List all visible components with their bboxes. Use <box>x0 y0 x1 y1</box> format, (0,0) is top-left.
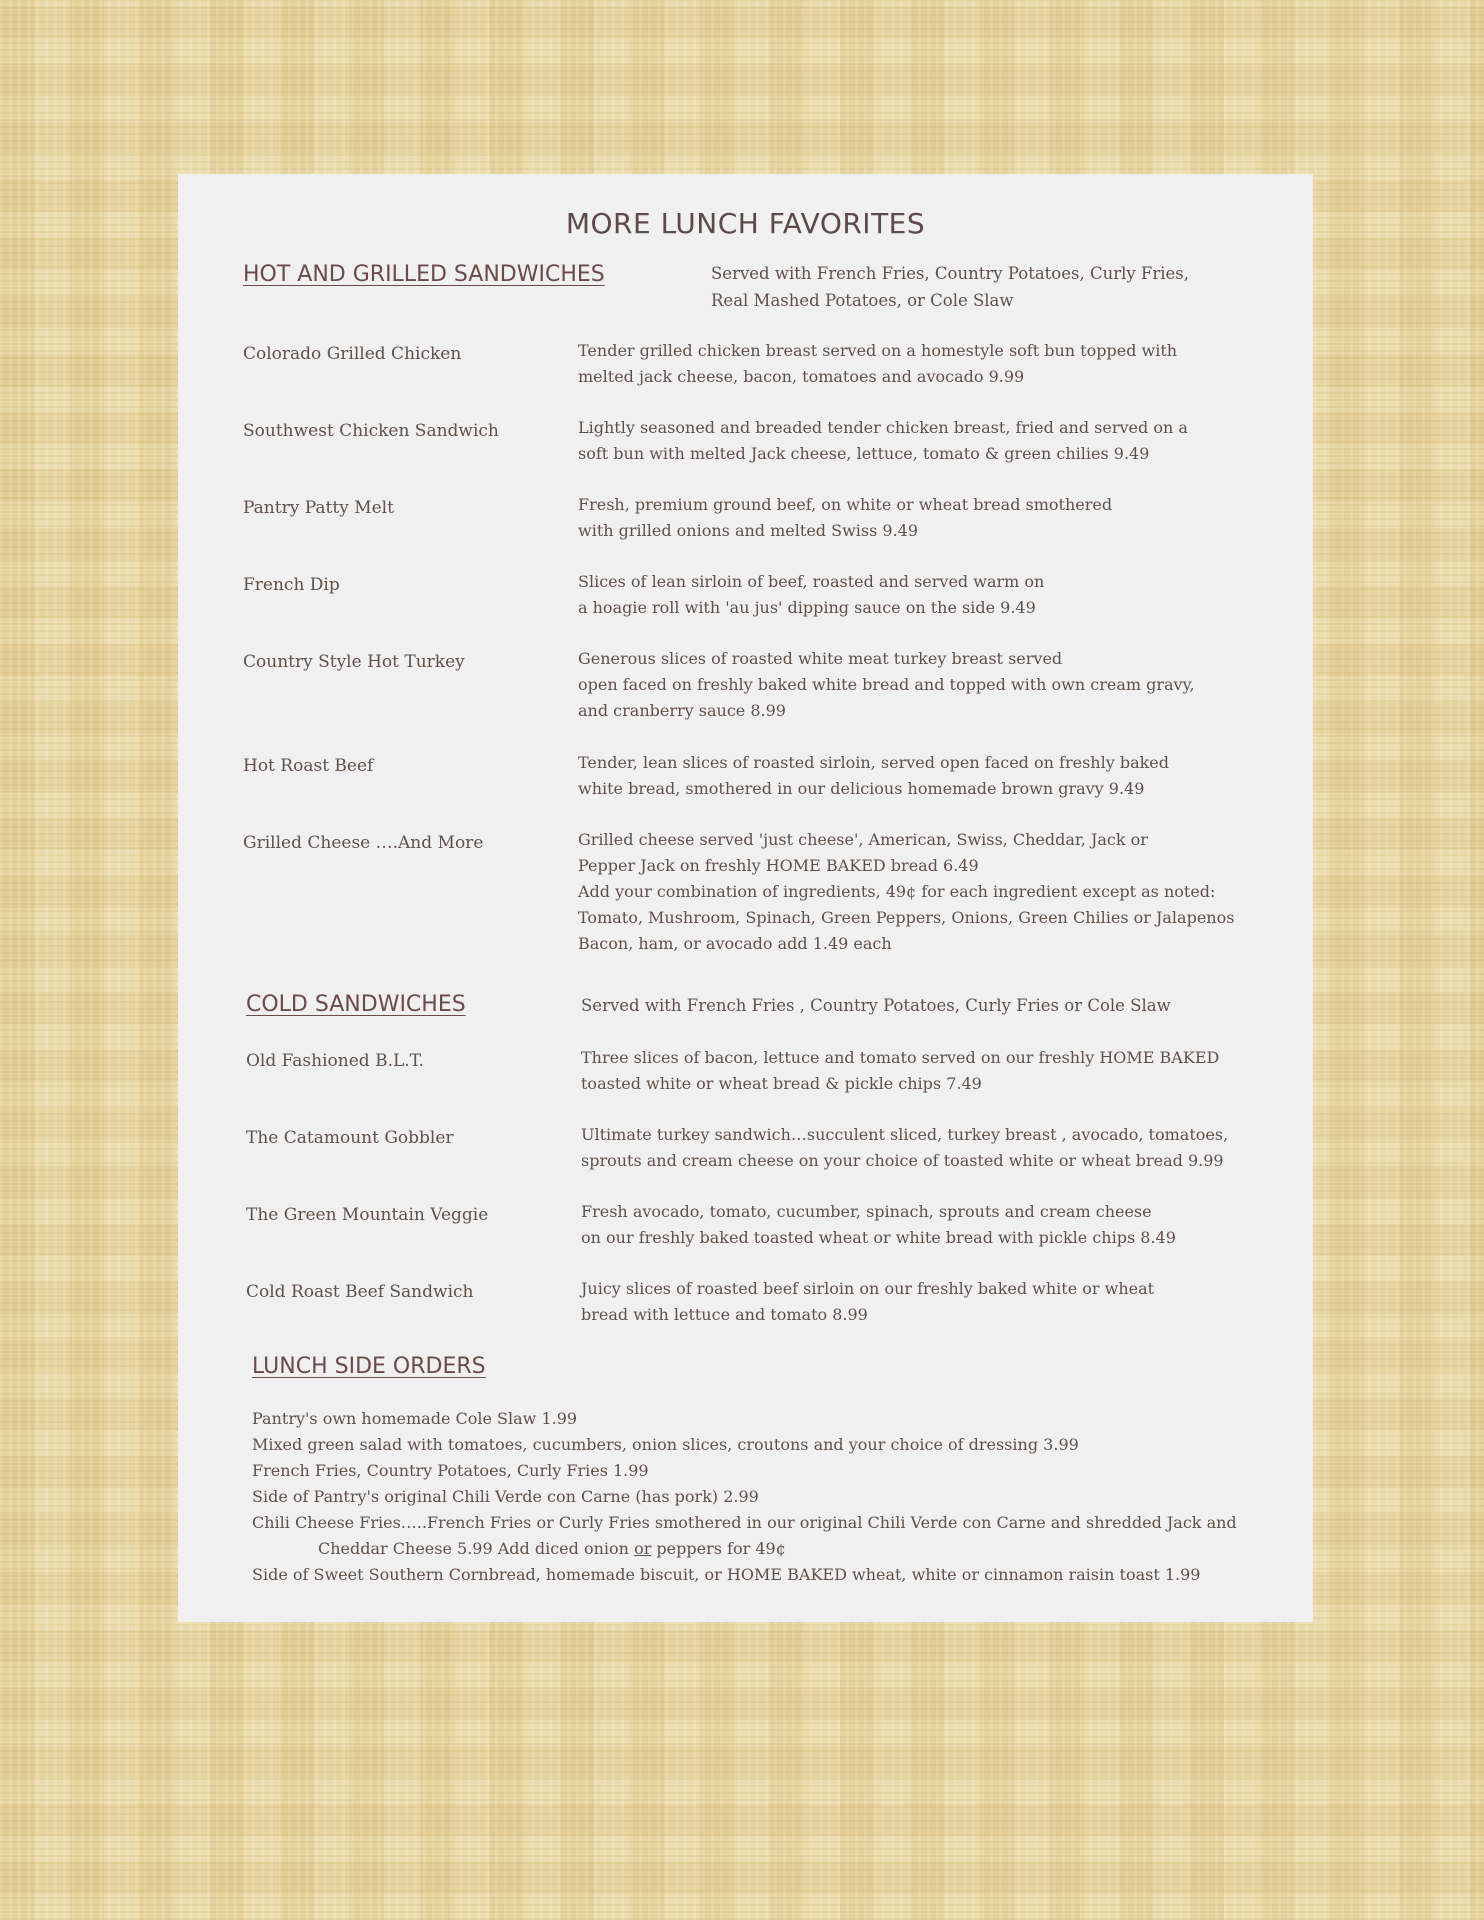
description-line: Juicy slices of roasted beef sirloin on our freshly baked white or wheat <box>581 1279 1155 1298</box>
description-line: Tender, lean slices of roasted sirloin, served open faced on freshly baked <box>578 753 1170 772</box>
description-line: Add your combination of ingredients, 49¢ for each ingredient except as noted: <box>578 882 1216 901</box>
item-description <box>578 646 1195 724</box>
item-description <box>578 750 1169 802</box>
side-order-line: Side of Sweet Southern Cornbread, homemade biscuit, or HOME BAKED wheat, white or cinnamon raisin toast 1.99 <box>252 1565 1201 1584</box>
item-name: Old Fashioned B.L.T. <box>246 1051 424 1071</box>
description-line: Slices of lean sirloin of beef, roasted and served warm on <box>578 572 1045 591</box>
section-heading-hot: HOT AND GRILLED SANDWICHES <box>243 262 605 287</box>
description-line: a hoagie roll with 'au jus' dipping sauce on the side 9.49 <box>578 598 1036 617</box>
item-description <box>578 492 1112 544</box>
item-name: Country Style Hot Turkey <box>243 652 465 672</box>
description-line: sprouts and cream cheese on your choice of toasted white or wheat bread 9.99 <box>581 1151 1224 1170</box>
description-line: Three slices of bacon, lettuce and tomato served on our freshly HOME BAKED <box>581 1048 1220 1067</box>
side-order-line: Chili Cheese Fries…..French Fries or Curly Fries smothered in our original Chili Verde con Carne and shredded Jack and <box>252 1513 1237 1532</box>
item-name: Grilled Cheese ….And More <box>243 833 484 853</box>
item-description <box>578 827 1234 957</box>
item-name: Colorado Grilled Chicken <box>243 344 462 364</box>
item-name: Southwest Chicken Sandwich <box>243 421 499 441</box>
item-description <box>581 1199 1176 1251</box>
item-name: Hot Roast Beef <box>243 756 374 776</box>
description-line: Generous slices of roasted white meat turkey breast served <box>578 649 1063 668</box>
section-heading-sides: LUNCH SIDE ORDERS <box>252 1354 486 1379</box>
side-order-line: Side of Pantry's original Chili Verde con Carne (has pork) 2.99 <box>252 1487 759 1506</box>
description-line: bread with lettuce and tomato 8.99 <box>581 1305 868 1324</box>
side-order-line: Mixed green salad with tomatoes, cucumbers, onion slices, croutons and your choice of dressing 3.99 <box>252 1435 1079 1454</box>
side-order-line: Pantry's own homemade Cole Slaw 1.99 <box>252 1409 578 1428</box>
description-line: Tomato, Mushroom, Spinach, Green Peppers, Onions, Green Chilies or Jalapenos <box>578 908 1235 927</box>
description-line: Lightly seasoned and breaded tender chicken breast, fried and served on a <box>578 418 1188 437</box>
served-line: Served with French Fries, Country Potatoes, Curly Fries, <box>711 264 1190 283</box>
page-title: MORE LUNCH FAVORITES <box>565 207 926 240</box>
section-heading-cold: COLD SANDWICHES <box>246 992 466 1017</box>
description-line: on our freshly baked toasted wheat or white bread with pickle chips 8.49 <box>581 1228 1176 1247</box>
item-name: The Green Mountain Veggie <box>246 1205 489 1225</box>
side-orders-list <box>252 1406 1237 1588</box>
description-line: Tender grilled chicken breast served on a homestyle soft bun topped with <box>578 341 1178 360</box>
item-description <box>578 338 1177 390</box>
item-description <box>578 415 1188 467</box>
side-order-text: peppers for 49¢ <box>651 1539 786 1558</box>
description-line: Grilled cheese served 'just cheese', American, Swiss, Cheddar, Jack or <box>578 830 1148 849</box>
menu-card <box>178 174 1313 1622</box>
side-order-line <box>252 1536 1237 1562</box>
description-line: melted jack cheese, bacon, tomatoes and avocado 9.99 <box>578 367 1025 386</box>
item-description <box>581 1276 1154 1328</box>
description-line: Fresh avocado, tomato, cucumber, spinach, sprouts and cream cheese <box>581 1202 1152 1221</box>
item-description <box>581 1045 1219 1097</box>
description-line: open faced on freshly baked white bread and topped with own cream gravy, <box>578 675 1195 694</box>
cold-served-with: Served with French Fries , Country Potatoes, Curly Fries or Cole Slaw <box>581 996 1171 1015</box>
description-line: Pepper Jack on freshly HOME BAKED bread 6.49 <box>578 856 979 875</box>
item-name: The Catamount Gobbler <box>246 1128 454 1148</box>
item-description <box>578 569 1044 621</box>
description-line: and cranberry sauce 8.99 <box>578 701 786 720</box>
item-name: Cold Roast Beef Sandwich <box>246 1282 474 1302</box>
side-order-text: Cheddar Cheese 5.99 Add diced onion <box>318 1539 635 1558</box>
side-order-line: French Fries, Country Potatoes, Curly Fries 1.99 <box>252 1461 649 1480</box>
item-description <box>581 1122 1228 1174</box>
description-line: white bread, smothered in our delicious homemade brown gravy 9.49 <box>578 779 1145 798</box>
description-line: with grilled onions and melted Swiss 9.49 <box>578 521 919 540</box>
served-line: Real Mashed Potatoes, or Cole Slaw <box>711 291 1014 310</box>
hot-served-with <box>711 260 1189 314</box>
description-line: Bacon, ham, or avocado add 1.49 each <box>578 934 892 953</box>
description-line: Ultimate turkey sandwich…succulent sliced, turkey breast , avocado, tomatoes, <box>581 1125 1229 1144</box>
item-name: French Dip <box>243 575 340 595</box>
description-line: Fresh, premium ground beef, on white or wheat bread smothered <box>578 495 1113 514</box>
or-underlined: or <box>634 1539 652 1558</box>
item-name: Pantry Patty Melt <box>243 498 394 518</box>
description-line: toasted white or wheat bread & pickle chips 7.49 <box>581 1074 982 1093</box>
description-line: soft bun with melted Jack cheese, lettuce, tomato & green chilies 9.49 <box>578 444 1150 463</box>
